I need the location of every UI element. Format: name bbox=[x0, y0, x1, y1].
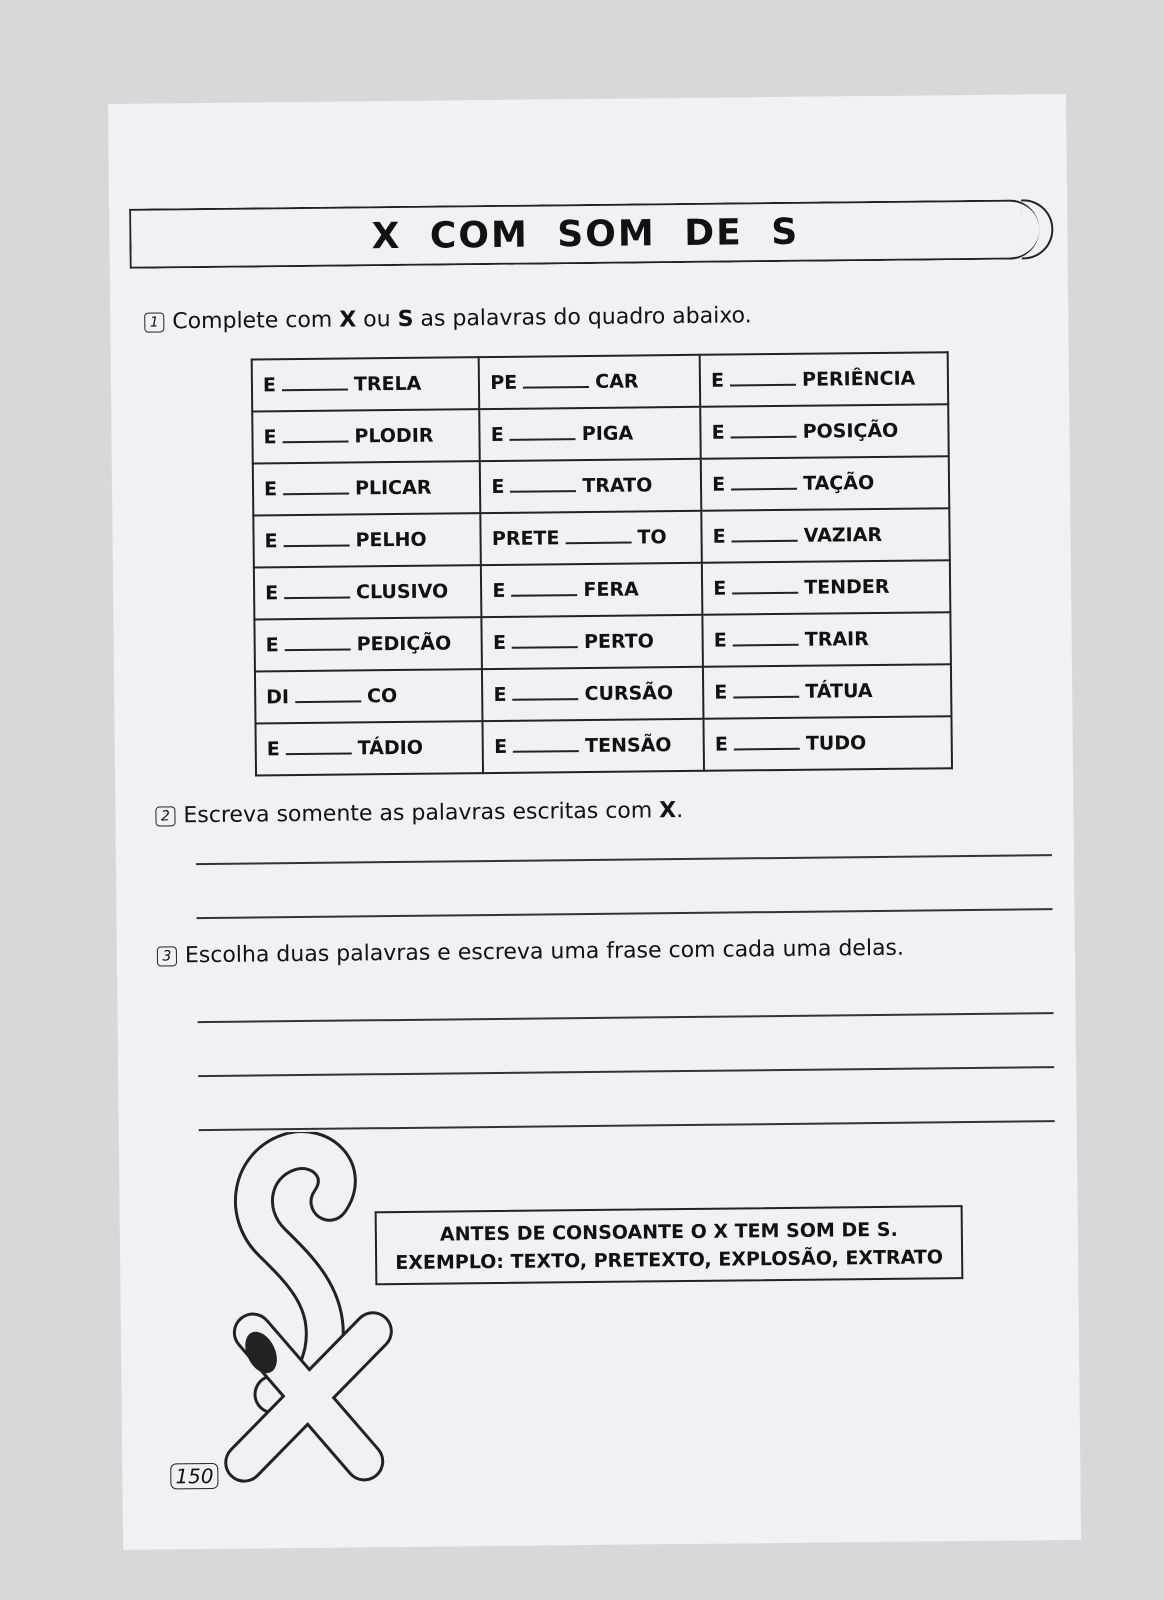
table-cell bbox=[703, 664, 951, 719]
word-suffix: PERIÊNCIA bbox=[801, 367, 916, 391]
fill-in-blank[interactable] bbox=[283, 492, 349, 495]
rule-line-2: EXEMPLO: TEXTO, PRETEXTO, EXPLOSÃO, EXTRATO bbox=[395, 1246, 944, 1275]
word-suffix: TO bbox=[637, 526, 667, 549]
table-cell bbox=[479, 355, 700, 409]
fill-in-blank[interactable] bbox=[731, 488, 797, 491]
table-row bbox=[252, 352, 949, 411]
rule-note-box bbox=[375, 1205, 964, 1285]
question-number: 3 bbox=[157, 946, 177, 966]
word-suffix: CLUSIVO bbox=[355, 580, 449, 604]
fill-in-blank[interactable] bbox=[282, 389, 348, 392]
word-suffix: CAR bbox=[595, 370, 639, 393]
word-prefix: E bbox=[493, 683, 507, 706]
question-1 bbox=[144, 303, 752, 334]
table-row bbox=[252, 404, 949, 463]
word-suffix: FERA bbox=[583, 578, 639, 602]
word-suffix: PERTO bbox=[583, 630, 654, 654]
word-suffix: CO bbox=[366, 685, 398, 708]
fill-in-blank[interactable] bbox=[286, 752, 352, 755]
fill-in-blank[interactable] bbox=[285, 648, 351, 651]
word-prefix: E bbox=[492, 579, 506, 602]
word-suffix: TRELA bbox=[353, 372, 422, 396]
answer-line[interactable] bbox=[198, 1066, 1054, 1077]
question-number: 1 bbox=[144, 312, 164, 332]
table-row bbox=[254, 612, 951, 671]
word-prefix: PE bbox=[490, 371, 518, 395]
table-row bbox=[255, 716, 952, 775]
fill-in-blank[interactable] bbox=[730, 384, 796, 387]
word-suffix: PIGA bbox=[581, 422, 634, 446]
word-prefix: E bbox=[710, 369, 725, 392]
table-cell bbox=[481, 511, 702, 565]
word-prefix: E bbox=[714, 681, 728, 704]
word-prefix: E bbox=[263, 478, 278, 501]
fill-in-blank[interactable] bbox=[284, 544, 350, 547]
word-suffix: TENSÃO bbox=[584, 734, 672, 758]
word-prefix: E bbox=[711, 421, 725, 444]
question-text: Escreva somente as palavras escritas com X. bbox=[183, 798, 684, 829]
answer-line[interactable] bbox=[196, 854, 1052, 865]
table-cell bbox=[254, 565, 482, 619]
table-cell bbox=[481, 563, 702, 617]
title-banner bbox=[129, 199, 1040, 269]
fill-in-blank[interactable] bbox=[513, 698, 579, 701]
table-cell bbox=[255, 669, 483, 723]
answer-line[interactable] bbox=[197, 908, 1053, 919]
table-cell bbox=[701, 508, 949, 563]
fill-in-blank[interactable] bbox=[513, 750, 579, 753]
word-prefix: E bbox=[262, 374, 277, 397]
table-cell bbox=[482, 615, 703, 669]
table-cell bbox=[255, 721, 483, 775]
table-cell bbox=[480, 459, 701, 513]
table-cell bbox=[253, 513, 481, 567]
table-cell bbox=[252, 409, 480, 463]
question-2 bbox=[155, 798, 683, 829]
word-prefix: E bbox=[491, 475, 505, 499]
fill-in-blank[interactable] bbox=[510, 438, 576, 441]
fill-in-blank[interactable] bbox=[284, 596, 350, 599]
fill-in-blank[interactable] bbox=[512, 646, 578, 649]
word-prefix: E bbox=[263, 426, 277, 449]
table-row bbox=[253, 456, 950, 515]
table-row bbox=[254, 560, 951, 619]
fill-in-blank[interactable] bbox=[733, 696, 799, 699]
word-suffix: PLICAR bbox=[354, 476, 432, 500]
word-suffix: TAÇÃO bbox=[803, 471, 875, 495]
word-prefix: E bbox=[264, 530, 278, 553]
fill-in-blank[interactable] bbox=[512, 594, 578, 597]
table-cell bbox=[254, 617, 482, 671]
table-cell bbox=[482, 667, 703, 721]
table-row bbox=[255, 664, 952, 723]
table-cell bbox=[704, 716, 952, 771]
word-prefix: E bbox=[266, 738, 280, 761]
word-prefix: DI bbox=[266, 686, 290, 709]
word-suffix: PLODIR bbox=[354, 424, 434, 448]
fill-in-blank[interactable] bbox=[731, 436, 797, 439]
word-suffix: TRATO bbox=[582, 474, 653, 498]
worksheet-page bbox=[108, 94, 1081, 1550]
table-cell bbox=[480, 407, 701, 461]
answer-line[interactable] bbox=[199, 1120, 1055, 1131]
fill-in-blank[interactable] bbox=[732, 592, 798, 595]
word-suffix: POSIÇÃO bbox=[802, 419, 899, 443]
word-suffix: CURSÃO bbox=[584, 682, 674, 706]
page-number: 150 bbox=[170, 1463, 218, 1490]
word-prefix: PRETE bbox=[491, 527, 560, 551]
word-prefix: E bbox=[492, 631, 507, 654]
table-cell bbox=[700, 404, 948, 459]
fill-in-blank[interactable] bbox=[734, 748, 800, 751]
question-3 bbox=[157, 936, 904, 969]
fill-in-blank[interactable] bbox=[733, 644, 799, 647]
fill-in-blank[interactable] bbox=[283, 440, 349, 443]
word-suffix: TUDO bbox=[805, 732, 867, 755]
word-suffix: TENDER bbox=[804, 575, 890, 599]
table-cell bbox=[702, 560, 950, 615]
table-cell bbox=[703, 612, 951, 667]
table-cell bbox=[701, 456, 949, 511]
word-prefix: E bbox=[713, 577, 727, 600]
word-suffix: TRAIR bbox=[804, 628, 869, 651]
table-cell bbox=[253, 461, 481, 515]
word-suffix: VAZIAR bbox=[803, 523, 883, 547]
word-prefix: E bbox=[712, 525, 726, 548]
word-suffix: TÁDIO bbox=[357, 736, 424, 760]
fill-in-blank[interactable] bbox=[565, 542, 631, 545]
s-and-x-letters-illustration bbox=[211, 1131, 405, 1493]
question-text: Escolha duas palavras e escreva uma frase com cada uma delas. bbox=[184, 935, 905, 969]
table-row bbox=[253, 508, 950, 567]
page-title: X COM SOM DE S bbox=[371, 211, 800, 258]
answer-line[interactable] bbox=[198, 1012, 1054, 1023]
word-prefix: E bbox=[494, 735, 508, 758]
table-cell bbox=[483, 719, 704, 773]
table-cell bbox=[252, 357, 480, 411]
word-prefix: E bbox=[712, 473, 726, 496]
word-table bbox=[251, 351, 953, 776]
word-prefix: E bbox=[490, 423, 504, 447]
question-number: 2 bbox=[155, 806, 175, 826]
word-prefix: E bbox=[265, 634, 279, 657]
table-cell bbox=[700, 352, 948, 407]
word-prefix: E bbox=[265, 582, 279, 605]
fill-in-blank[interactable] bbox=[523, 386, 589, 389]
word-suffix: PEDIÇÃO bbox=[356, 632, 452, 656]
rule-line-1: ANTES DE CONSOANTE O X TEM SOM DE S. bbox=[439, 1218, 898, 1246]
fill-in-blank[interactable] bbox=[510, 490, 576, 493]
fill-in-blank[interactable] bbox=[732, 540, 798, 543]
word-suffix: TÁTUA bbox=[805, 680, 873, 703]
word-prefix: E bbox=[713, 629, 727, 652]
word-prefix: E bbox=[714, 733, 729, 756]
question-text: Complete com X ou S as palavras do quadro abaixo. bbox=[172, 303, 752, 335]
word-suffix: PELHO bbox=[355, 528, 427, 552]
fill-in-blank[interactable] bbox=[295, 700, 361, 703]
